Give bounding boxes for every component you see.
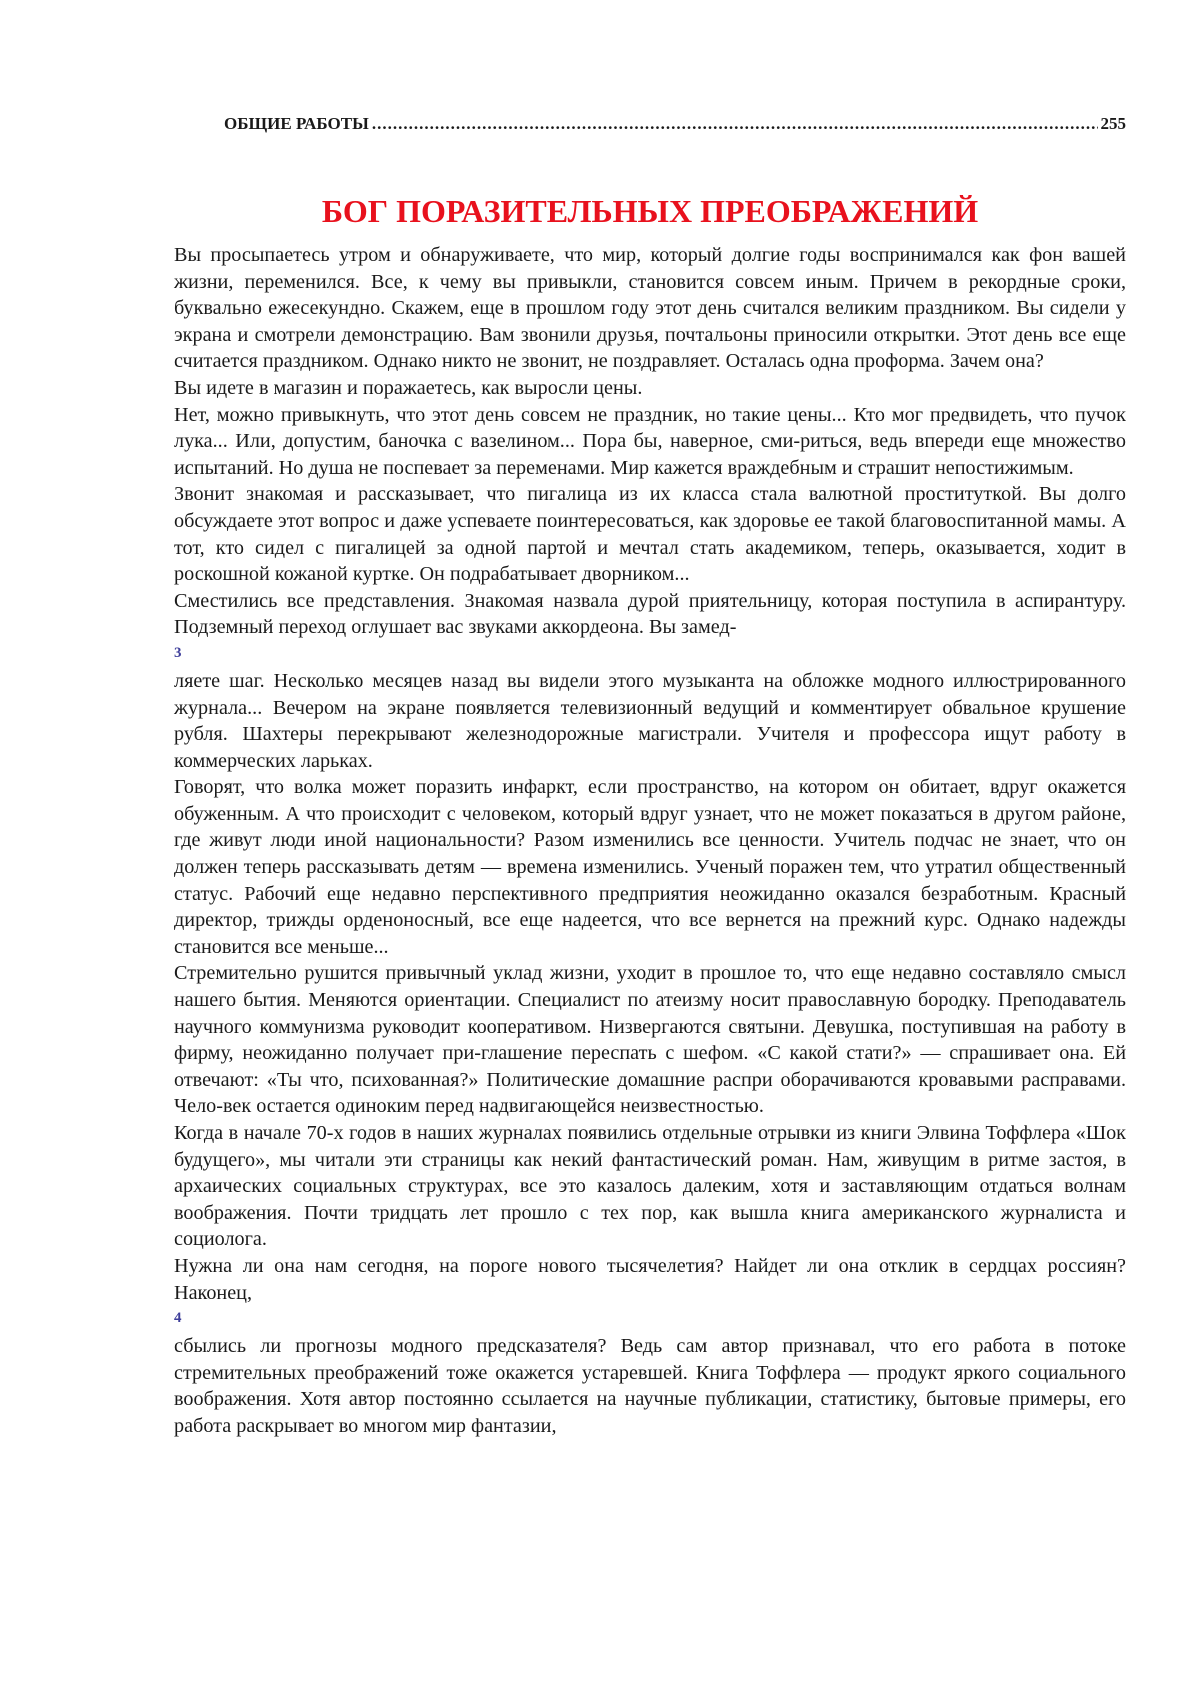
paragraph: Вы просыпаетесь утром и обнаруживаете, что мир, который долгие годы воспринимался как фон вашей жизни, переменился. Все, к чему вы привыкли, становится совсем иным. Причем в рекордные сроки, буквально ежесекундно. Скажем, еще в прошлом году этот день считался великим праздником. Вы сидели у экрана и смотрели демонстрацию. Вам звонили друзья, почтальоны приносили открытки. Этот день все еще считается праздником. Однако никто не звонит, не поздравляет. Осталась одна проформа. Зачем она? (174, 244, 1126, 373)
paragraph: Сместились все представления. Знакомая назвала дурой приятельницу, которая поступила в аспирантуру. Подземный переход оглушает вас звуками аккордеона. Вы замед- (174, 589, 1126, 639)
body-text (174, 242, 1126, 1440)
chapter-title: БОГ ПОРАЗИТЕЛЬНЫХ ПРЕОБРАЖЕНИЙ (321, 193, 979, 229)
toc-page-number: 255 (1100, 114, 1126, 133)
paragraph: Стремительно рушится привычный уклад жизни, уходит в прошлое то, что еще недавно составляло смысл нашего бытия. Меняются ориентации. Специалист по атеизму носит православную бородку. Преподаватель научного коммунизма руководит кооперативом. Низвергаются святыни. Девушка, поступившая на работу в фирму, неожиданно получает при-глашение переспать с шефом. «С какой стати?» — спрашивает она. Ей отвечают: «Ты что, психованная?» Политические домашние распри оборачиваются кровавыми расправами. Чело-век остается одиноким перед надвигающейся неизвестностью. (174, 962, 1126, 1118)
paragraph: Когда в начале 70-х годов в наших журналах появились отдельные отрывки из книги Элвина Тоффлера «Шок будущего», мы читали эти страницы как некий фантастический роман. Нам, живущим в ритме застоя, в архаических социальных структурах, все это казалось далеким, хотя и заставляющим отдаться волнам воображения. Почти тридцать лет прошло с тех пор, как вышла книга американского журналиста и социолога. (174, 1122, 1126, 1251)
toc-entry[interactable] (224, 114, 1126, 134)
toc-leader-dots (372, 114, 1098, 134)
paragraph: Вы идете в магазин и поражаетесь, как выросли цены. (174, 376, 643, 399)
paragraph: ляете шаг. Несколько месяцев назад вы видели этого музыканта на обложке модного иллюстрированного журнала... Вечером на экране появляется телевизионный ведущий и комментирует обвальное крушение рубля. Шахтеры перекрывают железнодорожные магистрали. Учителя и профессора ищут работу в коммерческих ларьках. (174, 669, 1126, 772)
paragraph: Звонит знакомая и рассказывает, что пигалица из их класса стала валютной проституткой. Вы долго обсуждаете этот вопрос и даже успеваете поинтересоваться, как здоровье ее такой благовоспитанной мамы. А тот, кто сидел с пигалицей за одной партой и мечтал стать академиком, теперь, оказывается, ходит в роскошной кожаной куртке. Он подрабатывает дворником... (174, 483, 1126, 586)
paragraph: Нет, можно привыкнуть, что этот день совсем не праздник, но такие цены... Кто мог предвидеть, что пучок лука... Или, допустим, баночка с вазелином... Пора бы, наверное, сми-риться, ведь впереди еще множество испытаний. Но душа не поспевает за переменами. Мир кажется враждебным и страшит непостижимым. (174, 403, 1126, 479)
paragraph: Нужна ли она нам сегодня, на пороге нового тысячелетия? Найдет ли она отклик в сердцах россиян? Наконец, (174, 1254, 1126, 1304)
page-number-marker: 3 (174, 644, 182, 661)
toc-label: ОБЩИЕ РАБОТЫ (224, 114, 369, 133)
paragraph: сбылись ли прогнозы модного предсказателя? Ведь сам автор признавал, что его работа в потоке стремительных преображений тоже окажется устаревшей. Книга Тоффлера — продукт яркого социального воображения. Хотя автор постоянно ссылается на научные публикации, статистику, бытовые примеры, его работа раскрывает во многом мир фантазии, (174, 1335, 1126, 1437)
paragraph: Говорят, что волка может поразить инфаркт, если пространство, на котором он обитает, вдруг окажется обуженным. А что происходит с человеком, который вдруг узнает, что не может показаться в другом районе, где живут люди иной национальности? Разом изменились все ценности. Учитель подчас не знает, что он должен теперь рассказывать детям — времена изменились. Ученый поражен тем, что утратил общественный статус. Рабочий еще недавно перспективного предприятия неожиданно оказался безработным. Красный директор, трижды орденоносный, все еще надеется, что все вернется на прежний курс. Однако надежды становится все меньше... (174, 776, 1126, 958)
page-number-marker: 4 (174, 1310, 182, 1327)
